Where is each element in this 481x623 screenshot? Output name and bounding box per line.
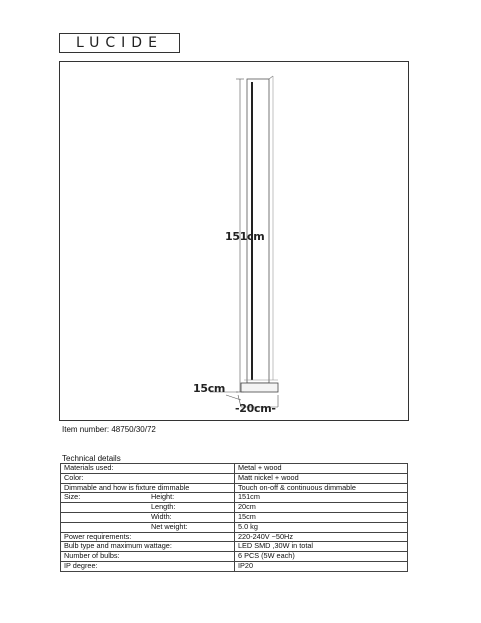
table-row (61, 464, 408, 474)
height-dimension-label: 151cm (225, 230, 265, 243)
table-row (61, 512, 408, 522)
table-row (61, 483, 408, 493)
table-row (61, 503, 408, 513)
table-row (61, 552, 408, 562)
width-dimension-label: 15cm (193, 382, 226, 395)
spec-sublabel: Height: (151, 492, 175, 502)
product-drawing-frame (59, 61, 409, 421)
spec-label-cell (61, 483, 235, 493)
spec-label-cell (61, 493, 235, 503)
spec-sublabel: Width: (151, 512, 172, 521)
spec-label-cell (61, 503, 235, 513)
spec-label-cell (61, 512, 235, 522)
spec-value: 220-240V ~50Hz (235, 532, 408, 542)
table-row (61, 522, 408, 532)
spec-value: LED SMD ,30W in total (235, 542, 408, 552)
table-row (61, 532, 408, 542)
spec-value: Matt nickel + wood (235, 473, 408, 483)
table-row (61, 561, 408, 571)
spec-label: Number of bulbs: (64, 551, 120, 561)
brand-logo-text: LUCIDE (76, 35, 163, 51)
spec-value: 15cm (235, 512, 408, 522)
spec-label-cell (61, 522, 235, 532)
technical-details-table (60, 463, 408, 572)
table-row (61, 542, 408, 552)
brand-logo (59, 33, 180, 53)
item-number: Item number: 48750/30/72 (62, 425, 156, 434)
spec-label-cell (61, 552, 235, 562)
technical-details-title: Technical details (62, 454, 121, 463)
spec-value: IP20 (235, 561, 408, 571)
table-row (61, 473, 408, 483)
spec-label-cell (61, 464, 235, 474)
spec-label: Dimmable and how is fixture dimmable (64, 483, 190, 492)
spec-sublabel: Length: (151, 502, 176, 512)
length-dimension-label: -20cm- (235, 402, 276, 415)
spec-label: Size: (64, 492, 81, 502)
spec-label-cell (61, 473, 235, 483)
spec-label-cell (61, 542, 235, 552)
spec-value: 5.0 kg (235, 522, 408, 532)
spec-value: Touch on-off & continuous dimmable (235, 483, 408, 493)
spec-value: Metal + wood (235, 464, 408, 474)
spec-label: Bulb type and maximum wattage: (64, 541, 172, 551)
spec-value: 151cm (235, 493, 408, 503)
spec-label: Materials used: (64, 463, 114, 472)
spec-label: IP degree: (64, 561, 98, 570)
spec-label: Color: (64, 473, 84, 482)
spec-label-cell (61, 532, 235, 542)
table-row (61, 493, 408, 503)
spec-value: 20cm (235, 503, 408, 513)
spec-sublabel: Net weight: (151, 522, 188, 531)
spec-label: Power requirements: (64, 532, 132, 541)
spec-label-cell (61, 561, 235, 571)
spec-value: 6 PCS (5W each) (235, 552, 408, 562)
